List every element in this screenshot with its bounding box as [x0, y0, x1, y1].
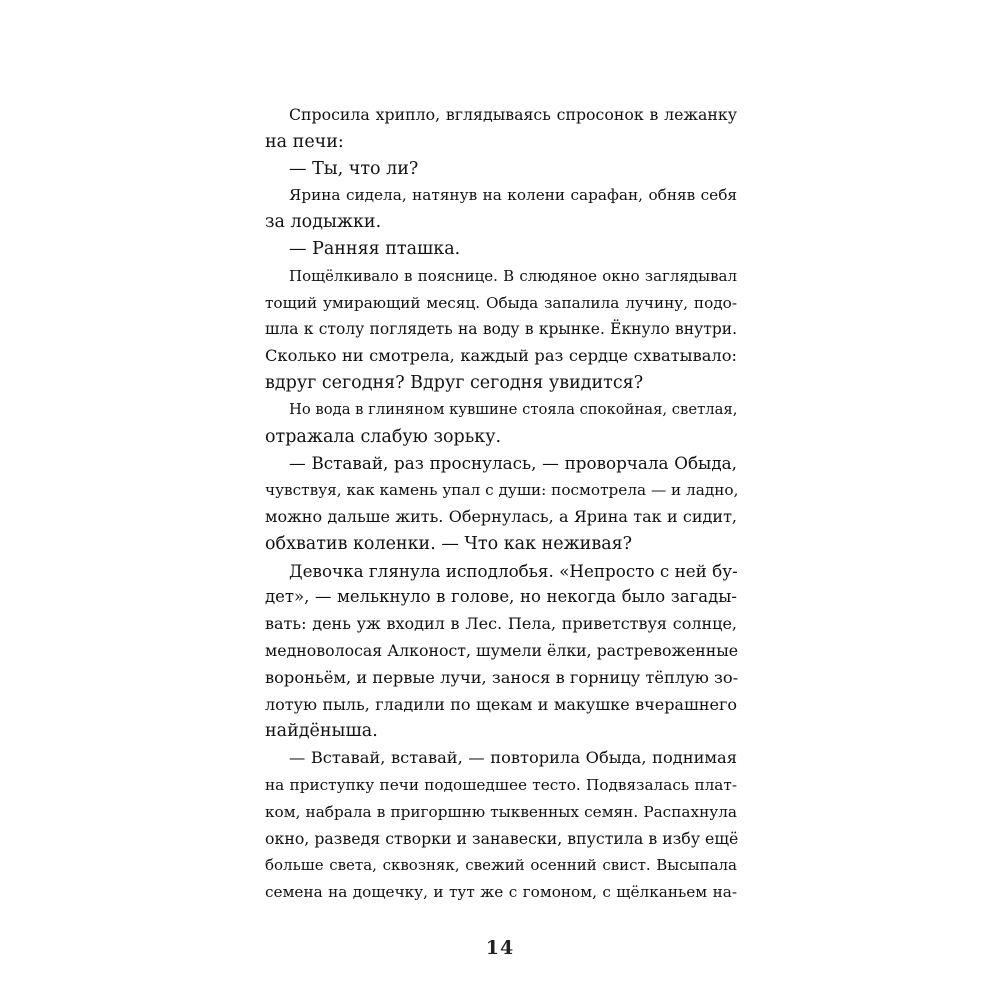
text-line: шла к столу поглядеть на воду в крынке. Ёкнуло внутри. [265, 320, 737, 339]
text-line: — Вставай, раз проснулась, — проворчала Обыда, [289, 453, 737, 474]
text-line: вдруг сегодня? Вдруг сегодня увидится? [265, 372, 644, 393]
text-line: — Ранняя пташка. [289, 238, 461, 259]
text-line: лотую пыль, гладили по щекам и макушке вчерашнего [265, 694, 737, 714]
text-line: Спросила хрипло, вглядываясь спросонок в лежанку [289, 105, 737, 124]
text-line: на приступку печи подошедшее тесто. Подвязалась плат- [265, 775, 737, 794]
text-line: найдёныша. [265, 721, 378, 742]
text-line: обхватив коленки. — Что как неживая? [265, 533, 633, 554]
body-text [265, 102, 737, 906]
text-line: — Ты, что ли? [289, 158, 419, 179]
text-line: Но вода в глиняном кувшине стояла спокойная, светлая, [289, 400, 738, 418]
text-line: за лодыжки. [265, 212, 382, 233]
text-line: медноволосая Алконост, шумели ёлки, растревоженные [265, 640, 739, 660]
text-line: Пощёлкивало в пояснице. В слюдяное окно заглядывал [289, 266, 737, 285]
text-line: отражала слабую зорьку. [265, 426, 502, 447]
text-line: Девочка глянула исподлобья. «Непросто с ней бу- [289, 560, 738, 581]
text-line: Сколько ни смотрела, каждый раз сердце схватывало: [265, 346, 737, 366]
text-line: можно дальше жить. Обернулась, а Ярина так и сидит, [265, 506, 737, 526]
text-line: тощий умирающий месяц. Обыда запалила лучину, подо- [265, 293, 737, 312]
page-number: 14 [485, 937, 515, 959]
text-line: Ярина сидела, натянув на колени сарафан, обняв себя [289, 186, 737, 205]
text-line: вороньём, и первые лучи, занося в горницу тёплую зо- [265, 667, 739, 687]
text-line: на печи: [265, 131, 344, 152]
text-line: чувствуя, как камень упал с души: посмотрела — и ладно, [265, 481, 739, 500]
text-line: вать: день уж входил в Лес. Пела, приветствуя солнце, [265, 614, 737, 634]
text-line: больше света, сквозняк, свежий осенний свист. Высыпала [265, 856, 737, 875]
text-line: дет», — мелькнуло в голове, но некогда было загады- [265, 587, 737, 607]
text-line: семена на дощечку, и тут же с гомоном, с щёлканьем на- [265, 883, 737, 902]
text-line: — Вставай, вставай, — повторила Обыда, поднимая [289, 748, 737, 768]
text-line: ком, набрала в пригоршню тыквенных семян. Распахнула [265, 802, 737, 821]
text-line: окно, разведя створки и занавески, впустила в избу ещё [265, 828, 739, 848]
